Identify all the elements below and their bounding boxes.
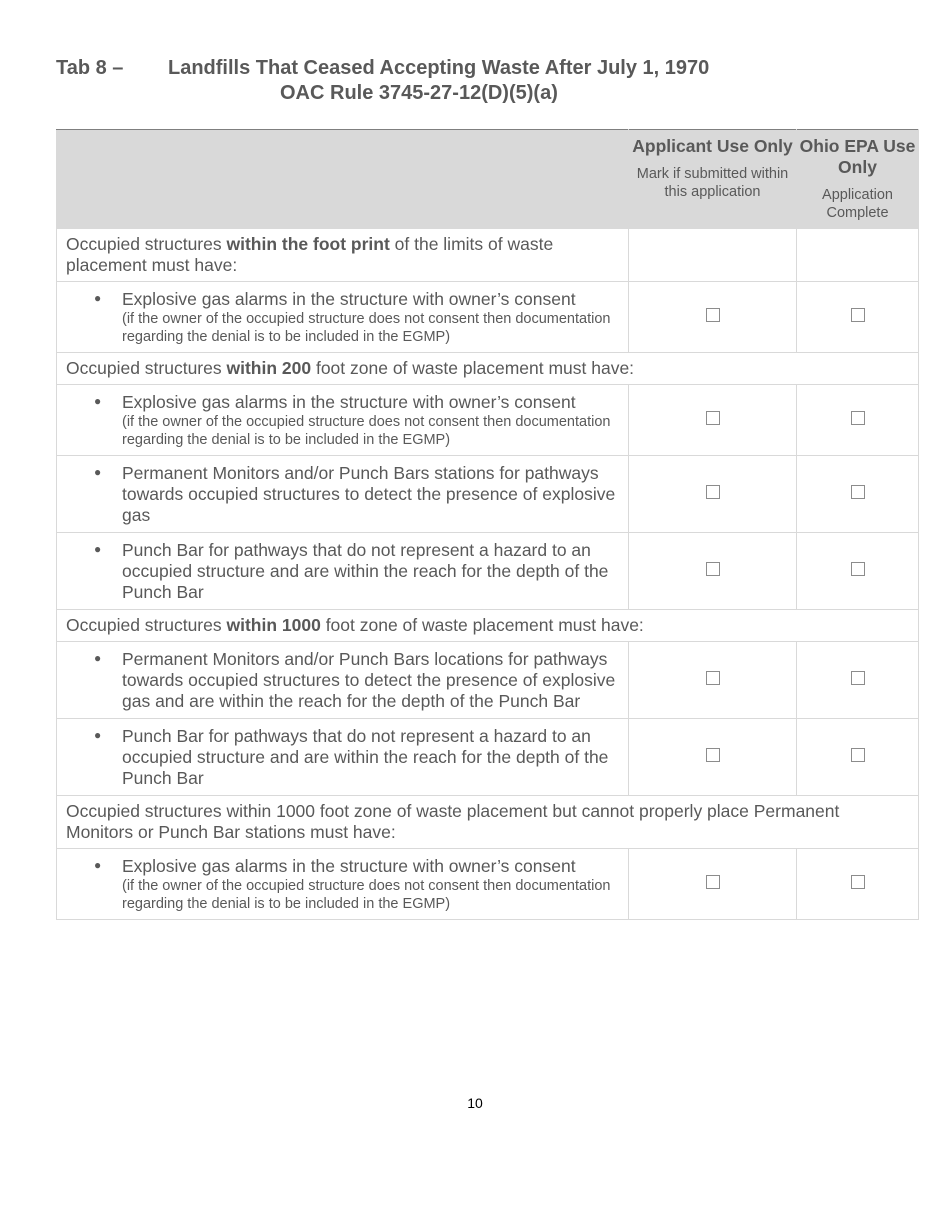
bullet-icon: ●: [94, 728, 102, 742]
item-text: Explosive gas alarms in the structure with owner’s consent: [122, 289, 576, 309]
epa-header-title: Ohio EPA Use Only: [799, 136, 916, 177]
epa-check-cell: [797, 642, 919, 719]
epa-check-cell: [797, 849, 919, 920]
section-heading-text: Occupied structures: [66, 615, 227, 635]
bullet-icon: ●: [94, 291, 102, 305]
item-description: [57, 642, 629, 719]
item-description: [57, 719, 629, 796]
epa-checkbox[interactable]: [851, 562, 865, 576]
item-description: [57, 282, 629, 353]
applicant-check-cell: [629, 849, 797, 920]
applicant-check-cell: [629, 533, 797, 610]
checklist-item-row: [57, 642, 919, 719]
item-description: [57, 533, 629, 610]
section-row: [57, 610, 919, 642]
section-empty-cell: [629, 229, 797, 282]
section-heading-text-end: of the limits of waste placement must have:: [66, 234, 554, 275]
item-text: Punch Bar for pathways that do not represent a hazard to an occupied structure and are within the reach for the depth of the Punch Bar: [122, 540, 609, 602]
epa-check-cell: [797, 533, 919, 610]
applicant-checkbox[interactable]: [706, 562, 720, 576]
item-text: Punch Bar for pathways that do not represent a hazard to an occupied structure and are within the reach for the depth of the Punch Bar: [122, 726, 609, 788]
section-row: [57, 229, 919, 282]
epa-checkbox[interactable]: [851, 411, 865, 425]
section-row: [57, 796, 919, 849]
checklist-item-row: [57, 533, 919, 610]
epa-checkbox[interactable]: [851, 308, 865, 322]
section-heading-text: Occupied structures: [66, 234, 227, 254]
rule-reference: OAC Rule 3745-27-12(D)(5)(a): [280, 82, 558, 104]
bullet-icon: ●: [94, 858, 102, 872]
item-note: (if the owner of the occupied structure does not consent then documentation regarding the denial is to be included in the EGMP): [122, 311, 611, 345]
section-heading-text-end: foot zone of waste placement must have:: [311, 358, 635, 378]
checklist-item-row: [57, 849, 919, 920]
epa-check-cell: [797, 282, 919, 353]
section-heading-emphasis: within 200: [226, 358, 312, 378]
epa-check-cell: [797, 456, 919, 533]
section-heading: [57, 353, 919, 385]
item-text: Permanent Monitors and/or Punch Bars locations for pathways towards occupied structures to detect the presence of explosive gas and are within the reach for the depth of the Punch Bar: [122, 649, 616, 711]
applicant-checkbox[interactable]: [706, 875, 720, 889]
item-description: [57, 849, 629, 920]
item-text: Explosive gas alarms in the structure with owner’s consent: [122, 856, 576, 876]
section-heading-emphasis: within the foot print: [226, 234, 390, 254]
applicant-check-cell: [629, 719, 797, 796]
applicant-checkbox[interactable]: [706, 671, 720, 685]
item-description: [57, 385, 629, 456]
section-row: [57, 353, 919, 385]
section-heading: [57, 796, 919, 849]
applicant-header-title: Applicant Use Only: [632, 136, 793, 156]
section-heading-emphasis: within 1000: [226, 615, 321, 635]
epa-check-cell: [797, 385, 919, 456]
checklist-item-row: [57, 719, 919, 796]
bullet-icon: ●: [94, 394, 102, 408]
header-epa: [797, 130, 919, 229]
applicant-checkbox[interactable]: [706, 485, 720, 499]
checklist-item-row: [57, 456, 919, 533]
header-applicant: [629, 130, 797, 229]
epa-check-cell: [797, 719, 919, 796]
epa-checkbox[interactable]: [851, 748, 865, 762]
section-empty-cell: [797, 229, 919, 282]
applicant-check-cell: [629, 385, 797, 456]
checklist-item-row: [57, 282, 919, 353]
applicant-checkbox[interactable]: [706, 308, 720, 322]
section-heading-text: Occupied structures within 1000 foot zone of waste placement but cannot properly place Permanent Monitors or Punch Bar stations must have:: [66, 801, 840, 842]
title-main: Landfills That Ceased Accepting Waste After July 1, 1970: [168, 57, 710, 79]
applicant-check-cell: [629, 456, 797, 533]
checklist-item-row: [57, 385, 919, 456]
item-text: Explosive gas alarms in the structure with owner’s consent: [122, 392, 576, 412]
checklist-table: [56, 129, 919, 920]
tab-label: Tab 8 –: [56, 57, 124, 79]
bullet-icon: ●: [94, 651, 102, 665]
applicant-checkbox[interactable]: [706, 411, 720, 425]
item-text: Permanent Monitors and/or Punch Bars stations for pathways towards occupied structures to detect the presence of explosive gas: [122, 463, 616, 525]
bullet-icon: ●: [94, 465, 102, 479]
section-heading-text-end: foot zone of waste placement must have:: [320, 615, 644, 635]
item-description: [57, 456, 629, 533]
table-header-row: [57, 130, 919, 229]
header-blank: [57, 130, 629, 229]
epa-checkbox[interactable]: [851, 875, 865, 889]
page-title: [56, 57, 856, 104]
applicant-check-cell: [629, 642, 797, 719]
section-heading: [57, 229, 629, 282]
epa-checkbox[interactable]: [851, 671, 865, 685]
applicant-check-cell: [629, 282, 797, 353]
epa-header-subtitle: Application Complete: [822, 187, 893, 221]
section-heading: [57, 610, 919, 642]
item-note: (if the owner of the occupied structure does not consent then documentation regarding the denial is to be included in the EGMP): [122, 414, 611, 448]
section-heading-text: Occupied structures: [66, 358, 227, 378]
applicant-header-subtitle: Mark if submitted within this application: [636, 166, 789, 200]
applicant-checkbox[interactable]: [706, 748, 720, 762]
bullet-icon: ●: [94, 542, 102, 556]
epa-checkbox[interactable]: [851, 485, 865, 499]
item-note: (if the owner of the occupied structure does not consent then documentation regarding the denial is to be included in the EGMP): [122, 878, 611, 912]
page-number: 10: [467, 1095, 483, 1111]
